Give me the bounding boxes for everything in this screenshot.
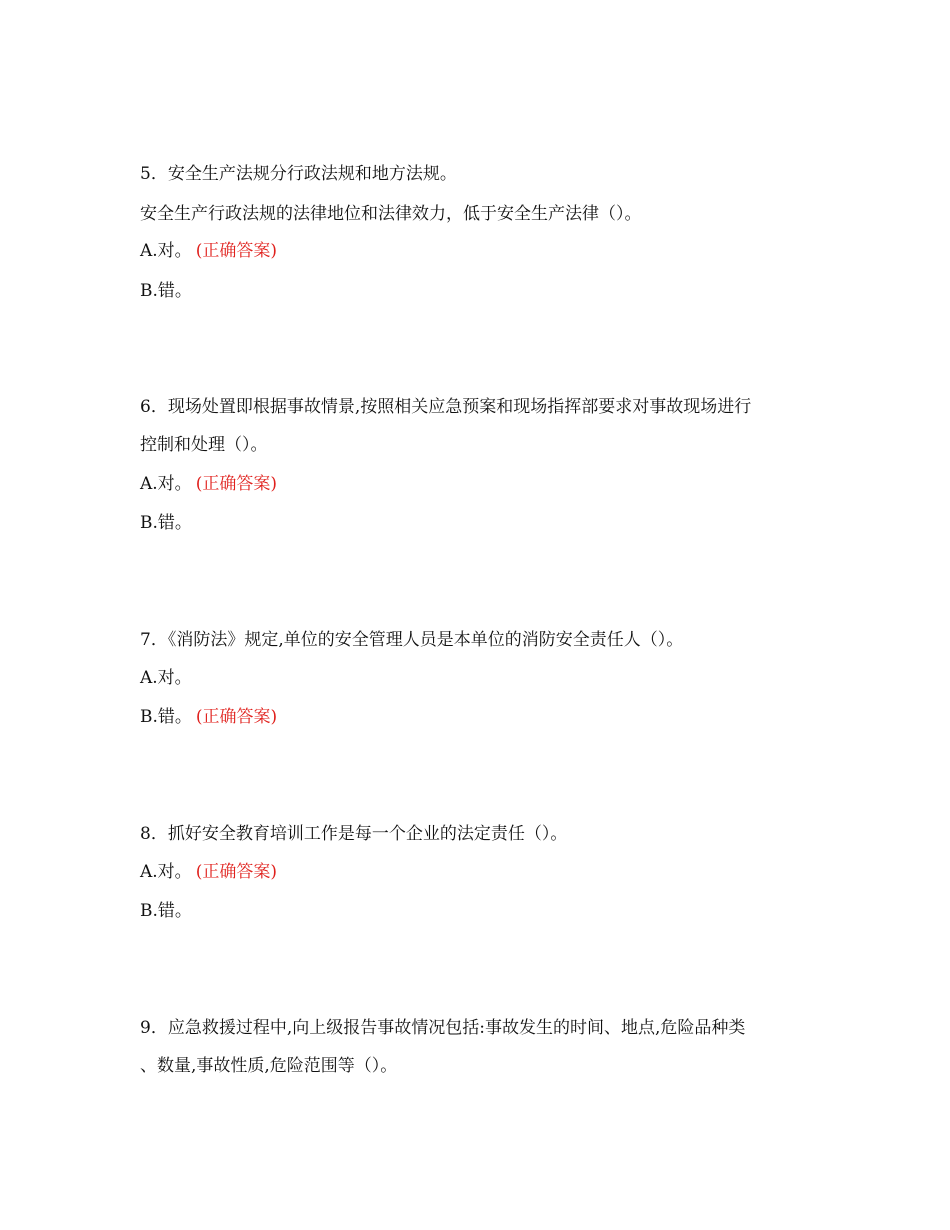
correct-answer-mark: (正确答案) <box>195 474 277 494</box>
option-label: A.对。 <box>140 862 192 882</box>
option-label: B.错。 <box>140 901 192 921</box>
option-label: B.错。 <box>140 707 192 727</box>
question-text: 、数量,事故性质,危险范围等（）。 <box>140 1056 398 1076</box>
option-label: A.对。 <box>140 668 192 688</box>
question-text: 控制和处理（）。 <box>140 435 268 455</box>
option-b <box>140 706 840 728</box>
question-text: 安全生产行政法规的法律地位和法律效力，低于安全生产法律（）。 <box>140 204 642 224</box>
option-a <box>140 861 840 883</box>
question-text: 6．现场处置即根据事故情景,按照相关应急预案和现场指挥部要求对事故现场进行 <box>140 397 752 417</box>
option-label: A.对。 <box>140 241 192 261</box>
option-a <box>140 473 840 495</box>
option-b <box>140 280 840 302</box>
option-a <box>140 667 840 689</box>
question-text: 5．安全生产法规分行政法规和地方法规。 <box>140 164 457 184</box>
option-a <box>140 240 840 262</box>
correct-answer-mark: (正确答案) <box>195 241 277 261</box>
option-b <box>140 900 840 922</box>
question-text: 9．应急救援过程中,向上级报告事故情况包括:事故发生的时间、地点,危险品种类 <box>140 1018 746 1038</box>
question-text: 8．抓好安全教育培训工作是每一个企业的法定责任（）。 <box>140 824 568 844</box>
correct-answer-mark: (正确答案) <box>195 862 277 882</box>
correct-answer-mark: (正确答案) <box>195 707 278 727</box>
option-b <box>140 512 840 534</box>
option-label: B.错。 <box>140 513 192 533</box>
question-text: 7．《消防法》规定,单位的安全管理人员是本单位的消防安全责任人（）。 <box>140 630 684 650</box>
option-label: A.对。 <box>140 474 192 494</box>
option-label: B.错。 <box>140 281 192 301</box>
